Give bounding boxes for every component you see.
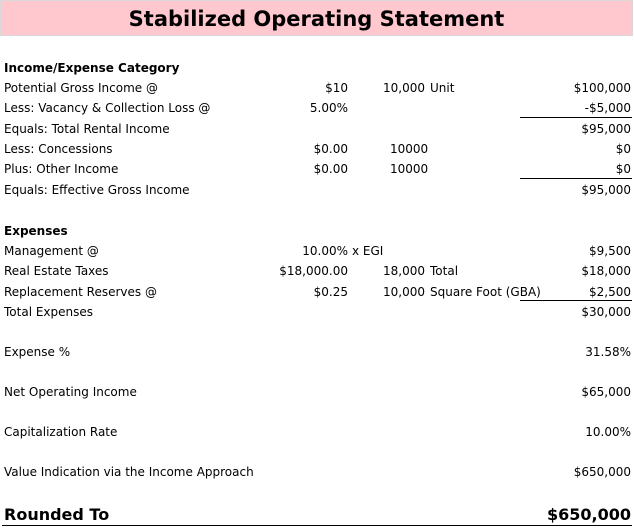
amount-expense-pct: 31.58% bbox=[585, 345, 631, 359]
label-other-income: Plus: Other Income bbox=[4, 162, 119, 176]
amount-noi: $65,000 bbox=[581, 385, 631, 399]
amount-taxes: $18,000 bbox=[581, 264, 631, 278]
row-total-expenses bbox=[0, 302, 634, 322]
row-effective-gross-income bbox=[0, 180, 634, 200]
qty-taxes: 18,000 bbox=[383, 264, 425, 278]
amount-rounded-to: $650,000 bbox=[546, 505, 631, 524]
row-expense-pct bbox=[0, 342, 634, 362]
label-concessions: Less: Concessions bbox=[4, 142, 113, 156]
row-replacement-reserves bbox=[0, 282, 634, 302]
label-value-indication: Value Indication via the Income Approach bbox=[4, 465, 254, 479]
amount-total-rental: $95,000 bbox=[581, 122, 631, 136]
row-potential-gross-income bbox=[0, 78, 634, 98]
label-egi: Equals: Effective Gross Income bbox=[4, 183, 190, 197]
subtotal-rule bbox=[520, 117, 632, 118]
amount-management: $9,500 bbox=[589, 244, 631, 258]
qty-pgi: 10,000 bbox=[383, 81, 425, 95]
income-header-row bbox=[0, 58, 634, 78]
subtotal-rule bbox=[520, 300, 632, 301]
row-cap-rate bbox=[0, 422, 634, 442]
unit-taxes: Total bbox=[430, 264, 459, 278]
label-rounded-to: Rounded To bbox=[4, 505, 110, 524]
row-real-estate-taxes bbox=[0, 261, 634, 281]
row-value-indication bbox=[0, 462, 634, 482]
amount-total-expenses: $30,000 bbox=[581, 305, 631, 319]
page-title: Stabilized Operating Statement bbox=[0, 0, 633, 36]
label-management: Management @ bbox=[4, 244, 99, 258]
qty-concessions: 10000 bbox=[390, 142, 429, 156]
section-header-expenses: Expenses bbox=[4, 224, 68, 238]
unit-pgi: Unit bbox=[430, 81, 455, 95]
unit-reserves: Square Foot (GBA) bbox=[430, 285, 541, 299]
unit-management: x EGI bbox=[352, 244, 384, 258]
rate-vacancy: 5.00% bbox=[309, 101, 348, 115]
label-taxes: Real Estate Taxes bbox=[4, 264, 109, 278]
label-reserves: Replacement Reserves @ bbox=[4, 285, 157, 299]
rate-reserves: $0.25 bbox=[313, 285, 348, 299]
row-vacancy bbox=[0, 98, 634, 118]
qty-other-income: 10000 bbox=[390, 162, 429, 176]
rate-other-income: $0.00 bbox=[313, 162, 348, 176]
label-cap-rate: Capitalization Rate bbox=[4, 425, 118, 439]
row-rounded-to bbox=[0, 503, 634, 527]
amount-cap-rate: 10.00% bbox=[585, 425, 631, 439]
row-other-income bbox=[0, 159, 634, 179]
rate-taxes: $18,000.00 bbox=[279, 264, 348, 278]
label-pgi: Potential Gross Income @ bbox=[4, 81, 158, 95]
label-vacancy: Less: Vacancy & Collection Loss @ bbox=[4, 101, 211, 115]
row-total-rental-income bbox=[0, 119, 634, 139]
amount-vacancy: -$5,000 bbox=[584, 101, 631, 115]
rate-pgi: $10 bbox=[325, 81, 348, 95]
label-total-expenses: Total Expenses bbox=[4, 305, 94, 319]
label-noi: Net Operating Income bbox=[4, 385, 137, 399]
amount-value-indication: $650,000 bbox=[573, 465, 631, 479]
row-noi bbox=[0, 382, 634, 402]
amount-concessions: $0 bbox=[615, 142, 631, 156]
qty-reserves: 10,000 bbox=[383, 285, 425, 299]
row-concessions bbox=[0, 139, 634, 159]
rate-concessions: $0.00 bbox=[313, 142, 348, 156]
amount-pgi: $100,000 bbox=[573, 81, 631, 95]
row-management bbox=[0, 241, 634, 261]
label-total-rental: Equals: Total Rental Income bbox=[4, 122, 170, 136]
expenses-header-row bbox=[0, 221, 634, 241]
subtotal-rule bbox=[520, 178, 632, 179]
section-header-income: Income/Expense Category bbox=[4, 61, 180, 75]
amount-egi: $95,000 bbox=[581, 183, 631, 197]
amount-other-income: $0 bbox=[615, 162, 631, 176]
label-expense-pct: Expense % bbox=[4, 345, 71, 359]
amount-reserves: $2,500 bbox=[589, 285, 631, 299]
rate-management: 10.00% bbox=[302, 244, 348, 258]
final-rule bbox=[2, 525, 632, 526]
